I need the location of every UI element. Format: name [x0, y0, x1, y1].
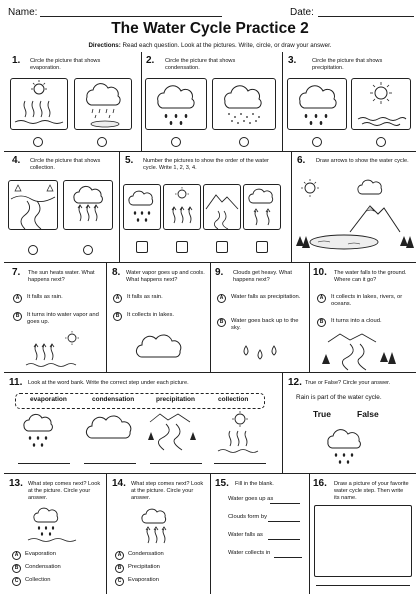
- mountain-river-icon: [204, 185, 240, 229]
- q1-answer-b[interactable]: [97, 137, 107, 147]
- q15-item-3: Water falls as: [228, 532, 263, 538]
- q8-option-b[interactable]: It collects in lakes.: [127, 312, 175, 318]
- q1-text: Circle the picture that shows evaporation.: [30, 58, 101, 71]
- q10-number: 10.: [313, 267, 327, 278]
- q15-number: 15.: [215, 478, 229, 489]
- word-bank-item-precipitation: precipitation: [156, 396, 196, 403]
- q8-number: 8.: [112, 267, 121, 278]
- date-label: Date:: [290, 7, 314, 18]
- q15-blank-4[interactable]: [274, 557, 302, 558]
- cloud-raindrops-icon: [288, 79, 346, 129]
- q12-number: 12.: [288, 377, 302, 388]
- river-landscape-icon: [9, 181, 57, 229]
- q7-number: 7.: [12, 267, 21, 278]
- q13-option-b[interactable]: Condensation: [25, 564, 61, 570]
- q10-text: The water falls to the ground. Where can it go?: [334, 270, 407, 283]
- q11-answer-4[interactable]: [214, 463, 266, 464]
- q4-text: Circle the picture that shows collection.: [30, 158, 101, 171]
- q4-picture-a[interactable]: [8, 180, 58, 230]
- q4-answer-a[interactable]: [28, 245, 38, 255]
- q7-option-a-circle[interactable]: A: [13, 294, 22, 303]
- mountain-lake-landscape-icon[interactable]: [292, 176, 416, 258]
- q9-number: 9.: [215, 267, 224, 278]
- q16-name-line[interactable]: [316, 585, 410, 586]
- q5-picture-2[interactable]: [163, 184, 201, 230]
- q3-answer-b[interactable]: [376, 137, 386, 147]
- q2-number: 2.: [146, 55, 155, 66]
- cloud-rain-puddle-icon: [75, 79, 131, 129]
- q15-blank-3[interactable]: [268, 539, 300, 540]
- q9-option-b-circle[interactable]: B: [217, 318, 226, 327]
- q5-text: Number the pictures to show the order of the water cycle. Write 1, 2, 3, 4.: [143, 158, 269, 171]
- q9-text: Clouds get heavy. What happens next?: [233, 270, 292, 283]
- q11-answer-2[interactable]: [84, 463, 136, 464]
- page-title: The Water Cycle Practice 2: [111, 20, 309, 37]
- q10-option-b-circle[interactable]: B: [317, 318, 326, 327]
- q15-item-2: Clouds form by: [228, 514, 267, 520]
- q5-answer-3[interactable]: [216, 241, 228, 253]
- sun-evaporation-icon: [212, 410, 268, 454]
- q2-text: Circle the picture that shows condensation.: [165, 58, 236, 71]
- q14-number: 14.: [112, 478, 126, 489]
- q5-answer-2[interactable]: [176, 241, 188, 253]
- sun-water-evaporation-icon: [11, 79, 67, 129]
- q13-option-c[interactable]: Collection: [25, 577, 51, 583]
- cloud-rain-puddle-icon: [24, 504, 84, 544]
- q4-answer-b[interactable]: [83, 245, 93, 255]
- q10-option-b[interactable]: It turns into a cloud.: [331, 318, 382, 324]
- q7-option-b-circle[interactable]: B: [13, 312, 22, 321]
- river-trees-icon: [318, 332, 408, 370]
- q2-answer-a[interactable]: [171, 137, 181, 147]
- q16-text: Draw a picture of your favorite water cycle step. Then write its name.: [334, 481, 409, 501]
- word-bank-item-condensation: condensation: [92, 396, 135, 403]
- cloud-raindrops-icon: [146, 79, 206, 129]
- q15-blank-2[interactable]: [268, 521, 300, 522]
- q3-picture-b[interactable]: [351, 78, 411, 130]
- q8-option-a-circle[interactable]: A: [113, 294, 122, 303]
- q5-picture-1[interactable]: [123, 184, 161, 230]
- q1-answer-a[interactable]: [33, 137, 43, 147]
- q10-option-a-circle[interactable]: A: [317, 294, 326, 303]
- q16-number: 16.: [313, 478, 327, 489]
- name-label: Name:: [8, 7, 38, 18]
- q5-answer-4[interactable]: [256, 241, 268, 253]
- q3-picture-a[interactable]: [287, 78, 347, 130]
- q14-option-a[interactable]: Condensation: [128, 551, 164, 557]
- q6-number: 6.: [297, 155, 306, 166]
- q5-picture-3[interactable]: [203, 184, 241, 230]
- cloud-rain-icon: [320, 424, 380, 470]
- river-landscape-icon: [146, 410, 202, 454]
- q8-text: Water vapor goes up and cools. What happens next?: [126, 270, 205, 283]
- name-field[interactable]: [40, 8, 222, 17]
- q9-option-b[interactable]: Water goes back up to the sky.: [231, 318, 299, 331]
- q4-number: 4.: [12, 155, 21, 166]
- q11-answer-3[interactable]: [150, 463, 202, 464]
- q1-picture-b[interactable]: [74, 78, 132, 130]
- directions: Directions: Read each question. Look at the pictures. Write, circle, or draw your answer.: [88, 42, 332, 49]
- q13-option-b-circle[interactable]: B: [12, 564, 21, 573]
- cloud-arrows-icon: [130, 505, 190, 545]
- q5-picture-4[interactable]: [243, 184, 281, 230]
- q14-option-b[interactable]: Precipitation: [128, 564, 160, 570]
- q11-number: 11.: [9, 377, 23, 388]
- q12-text: True or False? Circle your answer.: [305, 380, 391, 386]
- word-bank-item-evaporation: evaporation: [30, 396, 67, 403]
- cloud-icon: [130, 333, 190, 363]
- cloud-icon: [82, 412, 138, 446]
- sun-water-vapor-icon: [22, 330, 92, 370]
- q16-drawing-area[interactable]: [314, 505, 412, 577]
- q12-true-option[interactable]: True: [313, 409, 331, 419]
- q15-item-4: Water collects in: [228, 550, 271, 556]
- q3-text: Circle the picture that shows precipitation.: [312, 58, 383, 71]
- q5-number: 5.: [125, 155, 134, 166]
- q15-blank-1[interactable]: [270, 503, 300, 504]
- raindrops-icon: [238, 342, 288, 362]
- q14-text: What step comes next? Look at the picture. Circle your answer.: [131, 481, 204, 501]
- cloud-rain-icon: [124, 185, 160, 229]
- q13-option-a-circle[interactable]: A: [12, 551, 21, 560]
- q3-answer-a[interactable]: [312, 137, 322, 147]
- q2-picture-a[interactable]: [145, 78, 207, 130]
- q8-option-a[interactable]: It falls as rain.: [127, 294, 163, 300]
- q15-item-1: Water goes up as: [228, 496, 274, 502]
- q1-picture-a[interactable]: [10, 78, 68, 130]
- date-field[interactable]: [318, 8, 414, 17]
- q2-answer-b[interactable]: [239, 137, 249, 147]
- q9-option-a[interactable]: Water falls as precipitation.: [231, 294, 301, 300]
- q10-option-a[interactable]: It collects in lakes, rivers, or oceans.: [331, 294, 403, 307]
- q6-text: Draw arrows to show the water cycle.: [316, 158, 409, 164]
- q14-option-c-circle[interactable]: C: [115, 577, 124, 586]
- q3-number: 3.: [288, 55, 297, 66]
- sun-water-icon: [352, 79, 410, 129]
- q2-picture-b[interactable]: [212, 78, 276, 130]
- q9-option-a-circle[interactable]: A: [217, 294, 226, 303]
- q11-answer-1[interactable]: [18, 463, 70, 464]
- cloud-snow-icon: [213, 79, 275, 129]
- q7-option-b[interactable]: It turns into water vapor and goes up.: [27, 312, 99, 325]
- cloud-arrows-icon: [244, 185, 280, 229]
- sun-rising-arrows-icon: [164, 185, 200, 229]
- q12-statement: Rain is part of the water cycle.: [296, 394, 382, 401]
- q4-picture-b[interactable]: [63, 180, 113, 230]
- q13-number: 13.: [9, 478, 23, 489]
- cloud-rain-arrows-icon: [64, 181, 112, 229]
- q13-option-c-circle[interactable]: C: [12, 577, 21, 586]
- q8-option-b-circle[interactable]: B: [113, 312, 122, 321]
- q14-option-a-circle[interactable]: A: [115, 551, 124, 560]
- q11-text: Look at the word bank. Write the correct step under each picture.: [28, 380, 189, 386]
- q7-option-a[interactable]: It falls as rain.: [27, 294, 63, 300]
- q14-option-b-circle[interactable]: B: [115, 564, 124, 573]
- q7-text: The sun heats water. What happens next?: [28, 270, 95, 283]
- q5-answer-1[interactable]: [136, 241, 148, 253]
- q12-false-option[interactable]: False: [357, 409, 379, 419]
- q1-number: 1.: [12, 55, 21, 66]
- q13-text: What step comes next? Look at the picture. Circle your answer.: [28, 481, 101, 501]
- word-bank-item-collection: collection: [218, 396, 249, 403]
- q13-option-a[interactable]: Evaporation: [25, 551, 56, 557]
- q15-text: Fill in the blank.: [235, 481, 274, 487]
- cloud-rain-icon: [16, 410, 72, 454]
- q14-option-c[interactable]: Evaporation: [128, 577, 159, 583]
